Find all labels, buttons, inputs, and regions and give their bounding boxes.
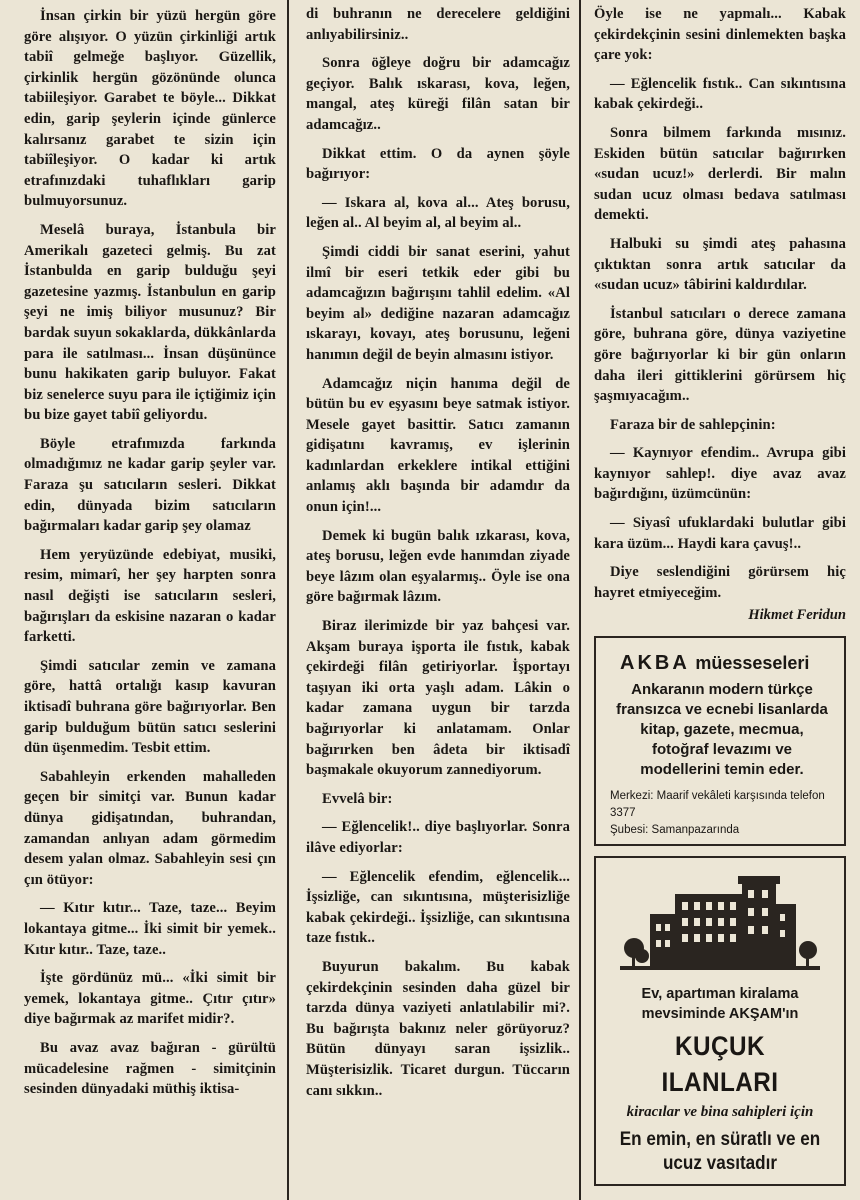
paragraph: Meselâ buraya, İstanbula bir Amerikalı gazeteci gelmiş. Bu zat İstanbulda en garip bulduğu şeyi gazetesine yazmış. İstanbulun en garip şeyi ne imiş biliyor musunuz? Bir bardak suyun sokaklarda, dükkânlarda para ile satılması... İnsan düşününce bunu hakikaten garip buluyor. Fakat biz senelerce suyu para ile içtiğimiz için bu bize gayet tabiî geliyordu.	[24, 221, 276, 424]
paragraph: Halbuki su şimdi ateş pahasına çıktıktan sonra artık satıcılar da «sudan ucuz» tâbirini kaldırdılar.	[594, 235, 846, 294]
paragraph: Dikkat ettim. O da aynen şöyle bağırıyor:	[306, 145, 570, 183]
paragraph: Faraza bir de sahlepçinin:	[610, 416, 776, 433]
akba-branch: Şubesi: Samanpazarında	[610, 824, 740, 837]
building-illustration	[620, 874, 820, 974]
paragraph: — Siyasî ufuklardaki bulutlar gibi kara üzüm... Haydi kara çavuş!..	[594, 515, 846, 552]
paragraph: İstanbul satıcıları o derece zamana göre, buhrana göre, dünya vaziyetine göre bağırıyorlar ki bir gün onların daha ileri gittiklerini görürsem hiç şaşmıyacağım..	[594, 305, 846, 405]
kucuk-tagline: En emin, en süratlı ve en ucuz vasıtadır	[619, 1129, 821, 1175]
akba-brand: AKBA	[620, 652, 690, 675]
paragraph: İnsan çirkin bir yüzü hergün göre göre alışıyor. O yüzün çirkinliği artık tabiî gelmeğe başlıyor. Güzellik, çirkinlik hergün gözönünde olunca tabiileşiyor. Garabet te böyle... Dikkat edin, garip şeylerin içinde günlerce kalırsanız garabet te sizin için tabiîleşiyor. O kadar ki artık etrafınızdaki tuhaflıkları garip bulmuyorsunuz.	[24, 8, 276, 210]
paragraph: — Iskara al, kova al... Ateş borusu, leğen al.. Al beyim al, al beyim al..	[306, 194, 570, 232]
paragraph: Evvelâ bir:	[322, 790, 393, 807]
author-signature: Hikmet Feridun	[748, 607, 846, 624]
paragraph: — Eğlencelik fıstık.. Can sıkıntısına kabak çekirdeği..	[594, 75, 846, 113]
paragraph: Biraz ilerimizde bir yaz bahçesi var. Akşam buraya işporta ile fıstık, kabak çekirdeği filân getiriyorlar. İşportayı taşıyan iki orta yaşlı adam. Lâkin o kadar zamana uygun bir tarzda bağırıyorlar ki anlatamam. Onlar bağırırken ben âdeta bir iktisadî başmakale okuyorum zannediyorum.	[306, 618, 570, 779]
paragraph: — Eğlencelik efendim, eğlencelik... İşsizliğe, can sıkıntısına, müşterisizliğe kabak çekirdeği.. İşsizliğe, can sıkıntısına taze fıstık..	[306, 868, 570, 947]
article-column-2	[292, 0, 578, 1200]
paragraph: Diye seslendiğini görürsem hiç hayret etmiyeceğim.	[594, 564, 846, 601]
paragraph: Bu avaz avaz bağıran - gürültü mücadelesine rağmen - simitçinin sesinden dünyadaki müthiş iktisa-	[24, 1039, 276, 1098]
paragraph: Hem yeryüzünde edebiyat, musiki, resim, mimarî, her şey harpten sonra nasıl değişti ise satıcıların sesleri, bağırışları da eskisine nazaran o kadar farketti.	[24, 546, 276, 646]
paragraph: Buyurun bakalım. Bu kabak çekirdekçinin sesinden daha güzel bir tarzda dünya vaziyeti anlatılabilir mi?. Bu bağırışta bakınız neler görüyoruz? Bütün dünyayı saran işsizlik.. Müşterisizlik. Ticaret durgun. Tüccarın canı sıkkın..	[306, 958, 570, 1099]
column-divider	[579, 0, 581, 1200]
paragraph: Şimdi ciddi bir sanat eserini, yahut ilmî bir eseri tetkik eder gibi bu adamcağızın bağırışını tahlil edelim. «Al beyim al» dediğine nazaran adamcağız ıskarayı, kovayı, ateş borusunu, leğeni hanımın değil de beyin almasını istiyor.	[306, 243, 570, 363]
paragraph: Böyle etrafımızda farkında olmadığımız ne kadar garip şeyler var. Faraza şu satıcıların sesleri. Dikkat edin, dünyada bizim satıcıların bağırmaları kadar garip şey olamaz	[24, 435, 276, 535]
kucuk-subtitle: kiracılar ve bina sahipleri için	[626, 1104, 814, 1121]
column-divider	[287, 0, 289, 1200]
kucuk-intro: Ev, apartıman kiralama mevsiminde AKŞAM'ın	[641, 986, 799, 1023]
article-column-1	[0, 0, 284, 1200]
akba-heading	[620, 650, 834, 676]
paragraph: Öyle ise ne yapmalı... Kabak çekirdekçinin sesini dinlemekten başka çare yok:	[594, 6, 846, 64]
kucuk-title: KUÇUK ILANLARI	[661, 1031, 779, 1098]
akba-address: Merkezi: Maarif vekâleti karşısında telefon 3377	[610, 790, 825, 820]
paragraph: — Kaynıyor efendim.. Avrupa gibi kaynıyor sahlep!. diye avaz avaz bağırdığını, üzümcünün:	[594, 445, 846, 503]
article-column-3	[584, 0, 860, 1200]
paragraph: di buhranın ne derecelere geldiğini anlıyabilirsiniz..	[306, 6, 570, 43]
akba-advertisement	[594, 636, 846, 846]
paragraph: Sonra bilmem farkında mısınız. Eskiden bütün satıcılar bağırırken «sudan ucuz!» derlerdi. Bir malın sudan ucuz olması bedava satılması demekti.	[594, 124, 846, 224]
paragraph: — Eğlencelik!.. diye başlıyorlar. Sonra ilâve ediyorlar:	[306, 819, 570, 856]
paragraph: Demek ki bugün balık ızkarası, kova, ateş borusu, leğen evde hanımdan ziyade beye lâzım olan eşyalarmış.. Öyle ise ona göre bağırmak lâzım.	[306, 527, 570, 606]
paragraph: Sabahleyin erkenden mahalleden geçen bir simitçi var. Bunun kadar dünya gidişatından, buhrandan, zamandan anlıyan adam görmedim desem yalan olmaz. Sabahleyin sesi çın çın ötüyor:	[24, 768, 276, 888]
kucuk-ilanlar-advertisement	[594, 856, 846, 1186]
paragraph: Adamcağız niçin hanıma değil de bütün bu ev eşyasını beye satmak istiyor. Mesele gayet basittir. Satıcı zamanın gidişatını kavramış, ev işlerinin kadınlardan erkeklere intikal ettiğini anlamış aklı başında bir adamdır da onun için!...	[306, 375, 570, 516]
akba-heading-rest: müesseseleri	[695, 653, 810, 674]
paragraph: Sonra öğleye doğru bir adamcağız geçiyor. Balık ıskarası, kova, leğen, mangal, ateş küreği filân satan bir adamcağız..	[306, 55, 570, 133]
akba-body: Ankaranın modern türkçe fransızca ve ecnebi lisanlarda kitap, gazete, mecmua, fotoğraf levazımı ve modellerini temin eder.	[616, 681, 828, 779]
paragraph: Şimdi satıcılar zemin ve zamana göre, hattâ ortalığı kasıp kavuran iktisadî buhrana göre bağırıyorlar. Ben garip bulduğum bütün satıcı seslerini dün üşenmedim. Tesbit ettim.	[24, 657, 276, 757]
paragraph: — Kıtır kıtır... Taze, taze... Beyim lokantaya gitme... İki simit bir yemek.. Kıtır kıtır.. Taze, taze..	[24, 900, 276, 958]
paragraph: İşte gördünüz mü... «İki simit bir yemek, lokantaya gitme.. Çıtır çıtır» diye bağırmak az marifet midir?.	[24, 970, 276, 1028]
